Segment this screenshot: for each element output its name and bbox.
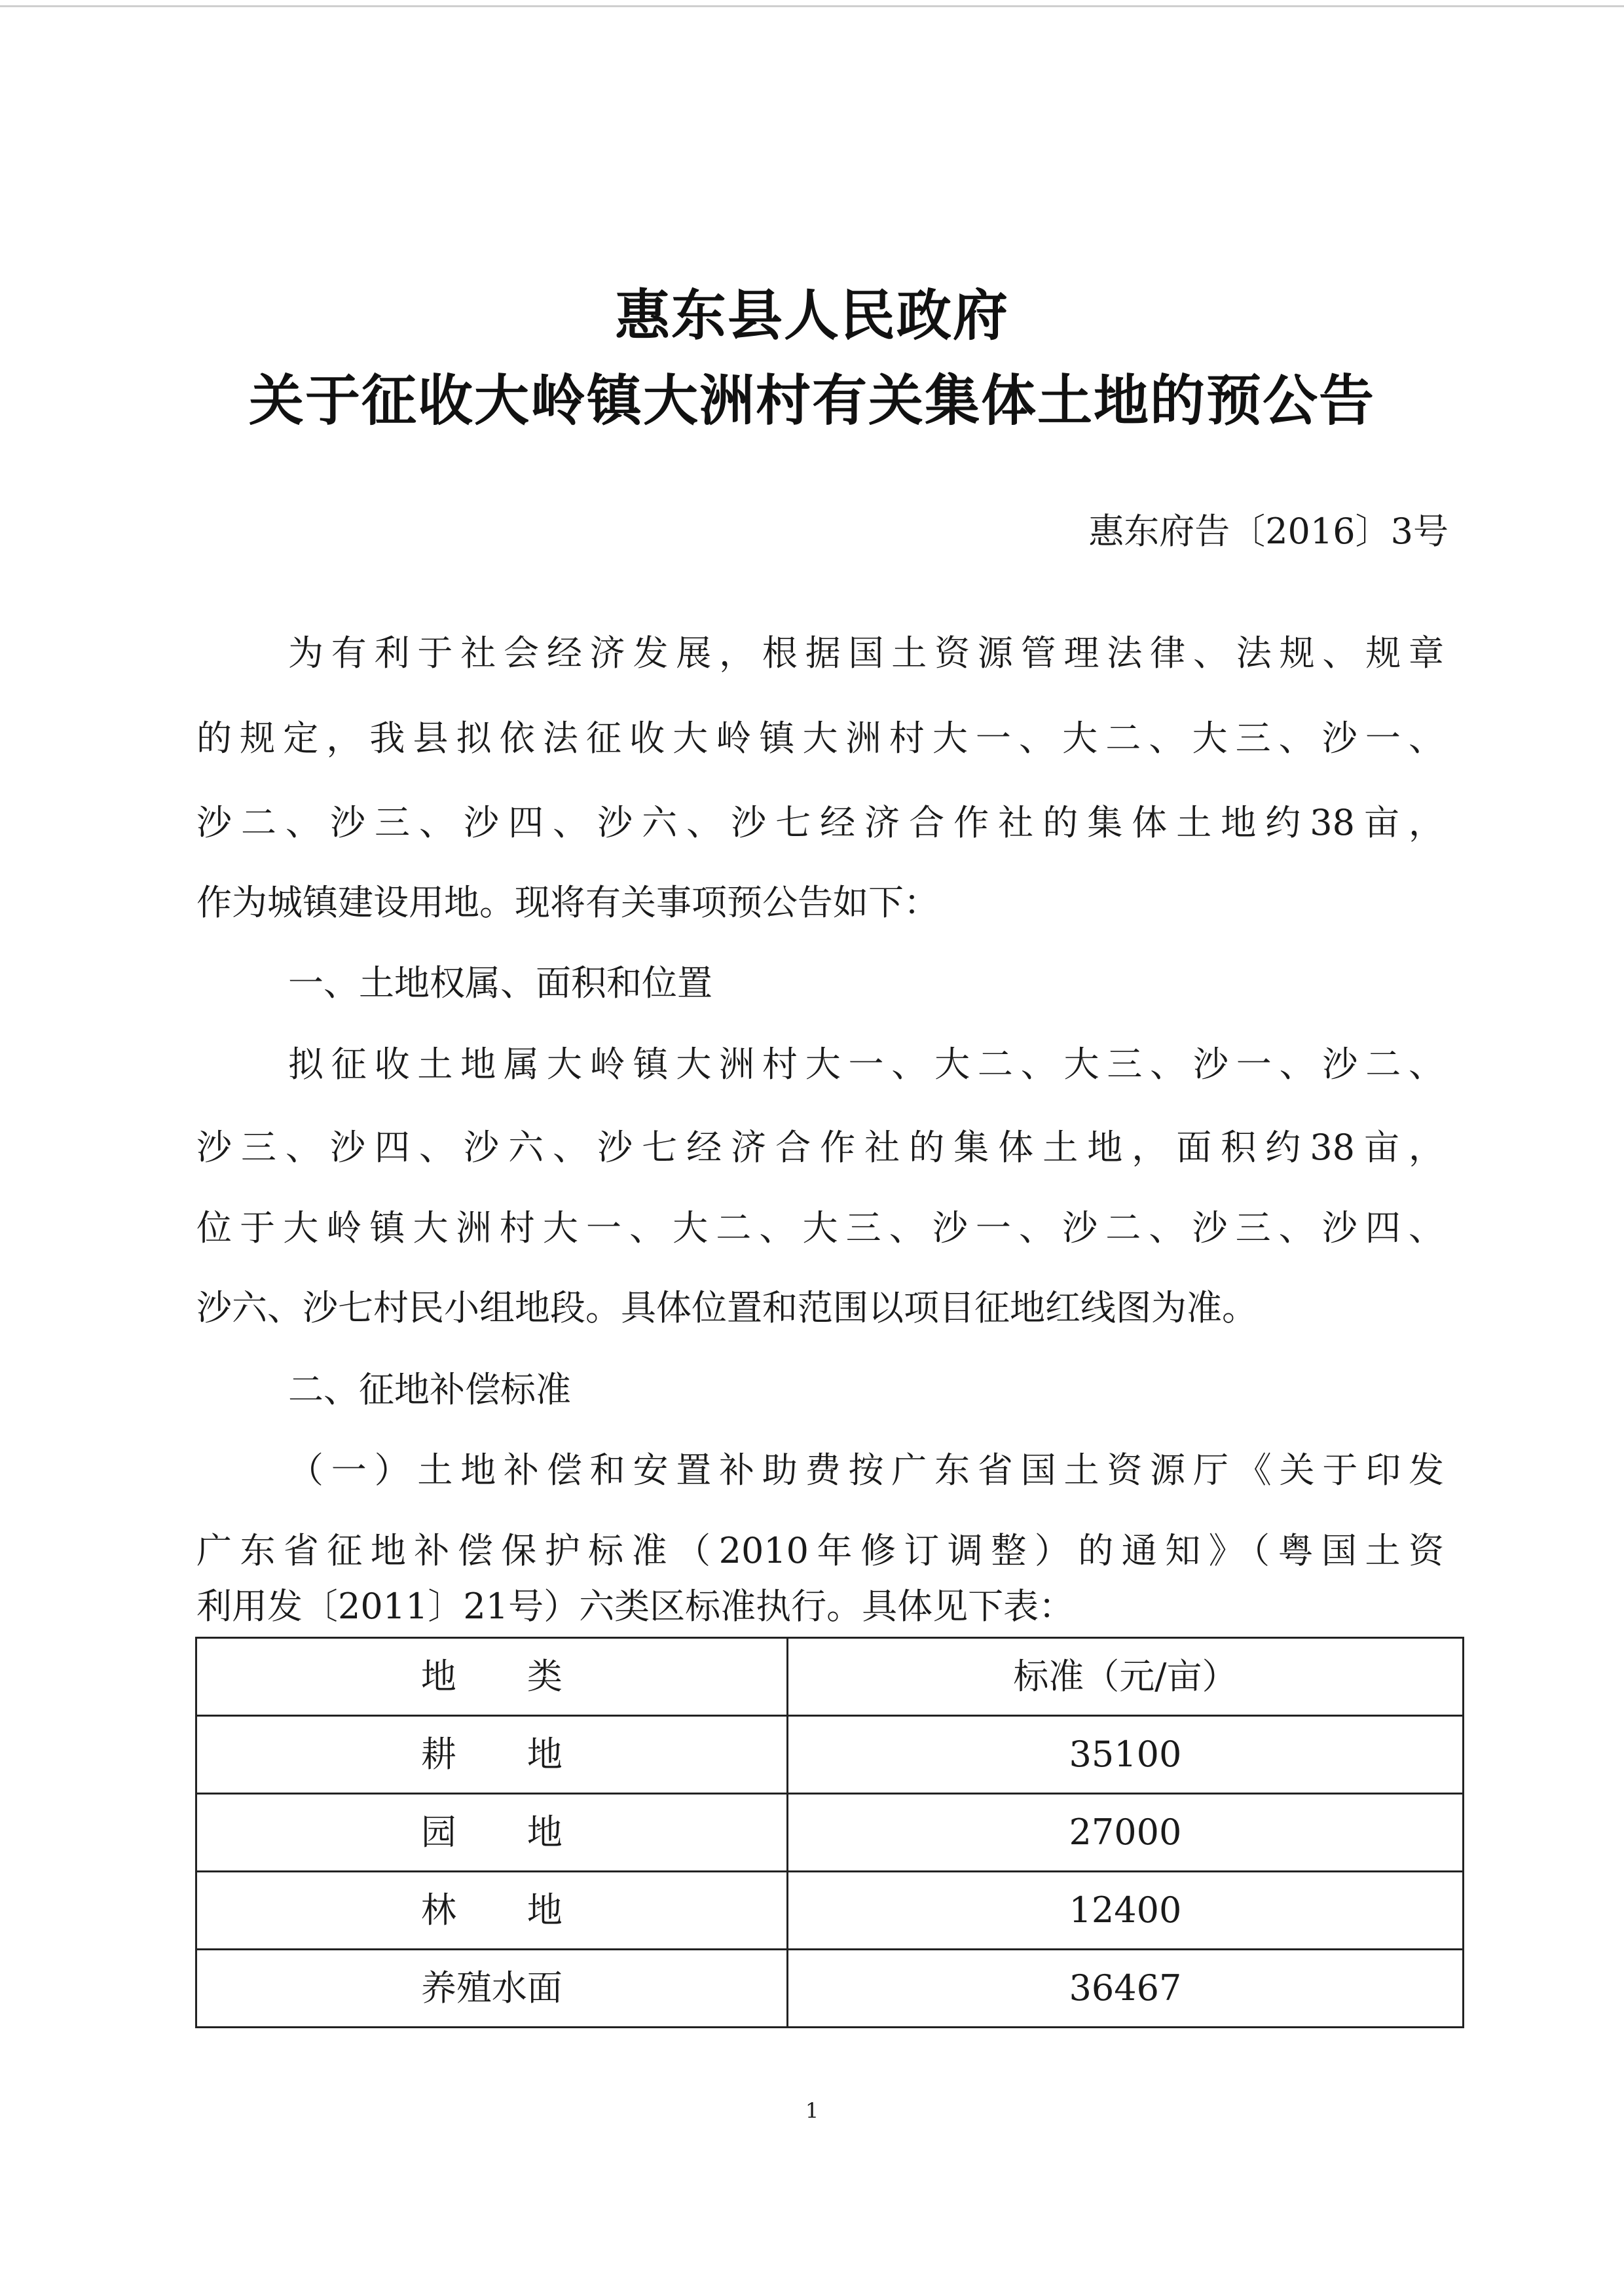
document-title-subject: 关于征收大岭镇大洲村有关集体土地的预公告 [248, 369, 1375, 433]
body-line: 沙二、沙三、沙四、沙六、沙七经济合作社的集体土地约38亩， [196, 802, 1444, 843]
body-line: 广东省征地补偿保护标准（2010年修订调整）的通知》（粤国土资 [196, 1530, 1444, 1571]
body-line: 利用发〔2011〕21号）六类区标准执行。具体见下表： [196, 1586, 1075, 1627]
table-cell-standard: 27000 [787, 1794, 1463, 1872]
table-header-row [196, 1638, 1464, 1716]
table-header-cell: 地 类 [196, 1638, 788, 1716]
table-cell-standard: 35100 [787, 1716, 1463, 1794]
table-row [196, 1872, 1464, 1950]
table-row [196, 1950, 1464, 2028]
table-cell-land-type: 林 地 [196, 1872, 788, 1950]
table-row [196, 1716, 1464, 1794]
body-line: （一）土地补偿和安置补助费按广东省国土资源厅《关于印发 [288, 1449, 1444, 1491]
table-cell-standard: 12400 [787, 1872, 1463, 1950]
table-cell-land-type: 耕 地 [196, 1716, 788, 1794]
compensation-standards-table [195, 1637, 1464, 2028]
body-line: 拟征收土地属大岭镇大洲村大一、大二、大三、沙一、沙二、 [288, 1044, 1444, 1085]
scan-edge-line [0, 5, 1624, 7]
body-line: 沙三、沙四、沙六、沙七经济合作社的集体土地，面积约38亩， [196, 1127, 1444, 1168]
document-number: 惠东府告〔2016〕3号 [1088, 511, 1449, 552]
table-header-cell: 标准（元/亩） [787, 1638, 1463, 1716]
section-heading-land-ownership: 一、土地权属、面积和位置 [288, 962, 712, 1004]
table-cell-standard: 36467 [787, 1950, 1463, 2028]
document-title-issuer: 惠东县人民政府 [614, 283, 1009, 348]
body-line: 为有利于社会经济发展，根据国土资源管理法律、法规、规章 [288, 632, 1444, 674]
section-heading-compensation: 二、征地补偿标准 [288, 1369, 571, 1410]
table-cell-land-type: 园 地 [196, 1794, 788, 1872]
body-line: 的规定，我县拟依法征收大岭镇大洲村大一、大二、大三、沙一、 [196, 718, 1444, 759]
body-line: 位于大岭镇大洲村大一、大二、大三、沙一、沙二、沙三、沙四、 [196, 1207, 1444, 1248]
table-row [196, 1794, 1464, 1872]
page-number: 1 [805, 2098, 819, 2123]
body-line: 作为城镇建设用地。现将有关事项预公告如下： [196, 882, 939, 923]
body-line: 沙六、沙七村民小组地段。具体位置和范围以项目征地红线图为准。 [196, 1287, 1257, 1328]
table-cell-land-type: 养殖水面 [196, 1950, 788, 2028]
